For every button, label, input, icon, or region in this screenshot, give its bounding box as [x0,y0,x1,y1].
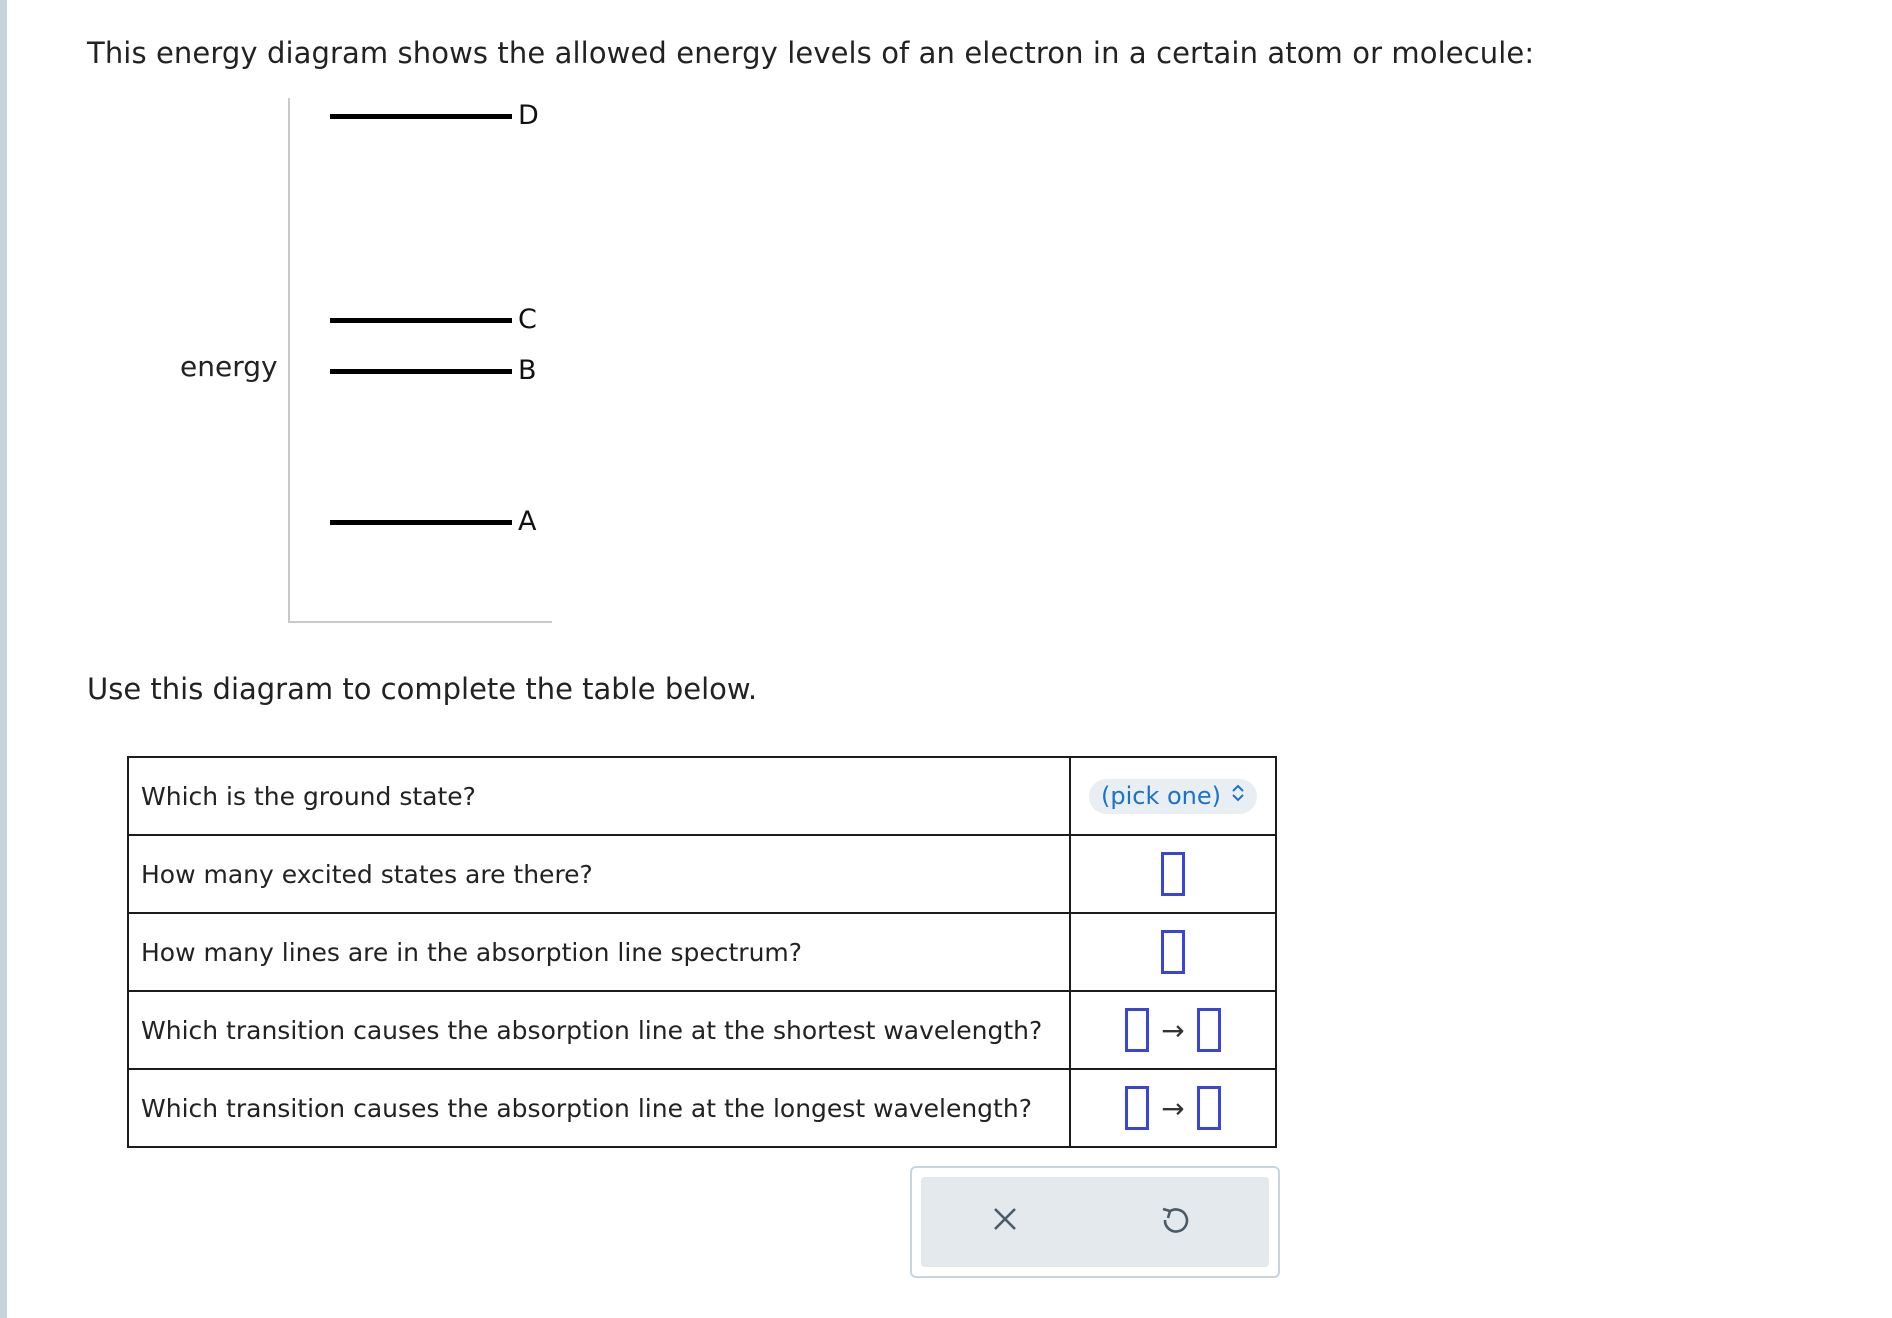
ground-state-select[interactable] [1089,779,1257,814]
shortest-transition-from-input[interactable] [1125,1008,1149,1052]
table-row [128,835,1276,913]
question-cell: Which is the ground state? [128,757,1070,835]
close-icon [991,1205,1019,1237]
energy-level-label-c: C [518,304,537,335]
energy-level-b [330,369,512,374]
table-row [128,757,1276,835]
energy-level-label-d: D [518,100,539,131]
intro-text: This energy diagram shows the allowed energy levels of an electron in a certain atom or molecule: [87,36,1535,70]
longest-transition-to-input[interactable] [1197,1086,1221,1130]
question-cell: Which transition causes the absorption line at the longest wavelength? [128,1069,1070,1147]
absorption-lines-input[interactable] [1161,930,1185,974]
table-row [128,1069,1276,1147]
table-row [128,913,1276,991]
diagram-baseline [288,621,552,623]
select-value: (pick one) [1100,781,1221,810]
undo-icon [1160,1203,1190,1239]
transition-arrow: → [1161,1091,1185,1125]
energy-level-label-a: A [518,506,537,537]
answer-cell [1070,835,1276,913]
shortest-transition-to-input[interactable] [1197,1008,1221,1052]
energy-level-d [330,114,512,119]
undo-button[interactable] [1153,1199,1197,1243]
energy-level-c [330,318,512,323]
clear-button[interactable] [983,1199,1027,1243]
answer-cell [1070,1069,1276,1147]
excited-states-input[interactable] [1161,852,1185,896]
question-table [127,756,1277,1148]
instruction-text: Use this diagram to complete the table below. [87,672,758,706]
chevron-updown-icon [1231,784,1245,807]
answer-cell [1070,757,1276,835]
question-cell: How many lines are in the absorption line spectrum? [128,913,1070,991]
energy-level-label-b: B [518,355,537,386]
toolbar-panel [921,1177,1269,1267]
answer-cell [1070,991,1276,1069]
question-cell: How many excited states are there? [128,835,1070,913]
table-row [128,991,1276,1069]
question-cell: Which transition causes the absorption line at the shortest wavelength? [128,991,1070,1069]
energy-axis [288,98,290,622]
answer-toolbar [910,1166,1280,1278]
longest-transition-from-input[interactable] [1125,1086,1149,1130]
energy-axis-label: energy [180,350,278,383]
answer-cell [1070,913,1276,991]
energy-level-a [330,520,512,525]
transition-arrow: → [1161,1013,1185,1047]
